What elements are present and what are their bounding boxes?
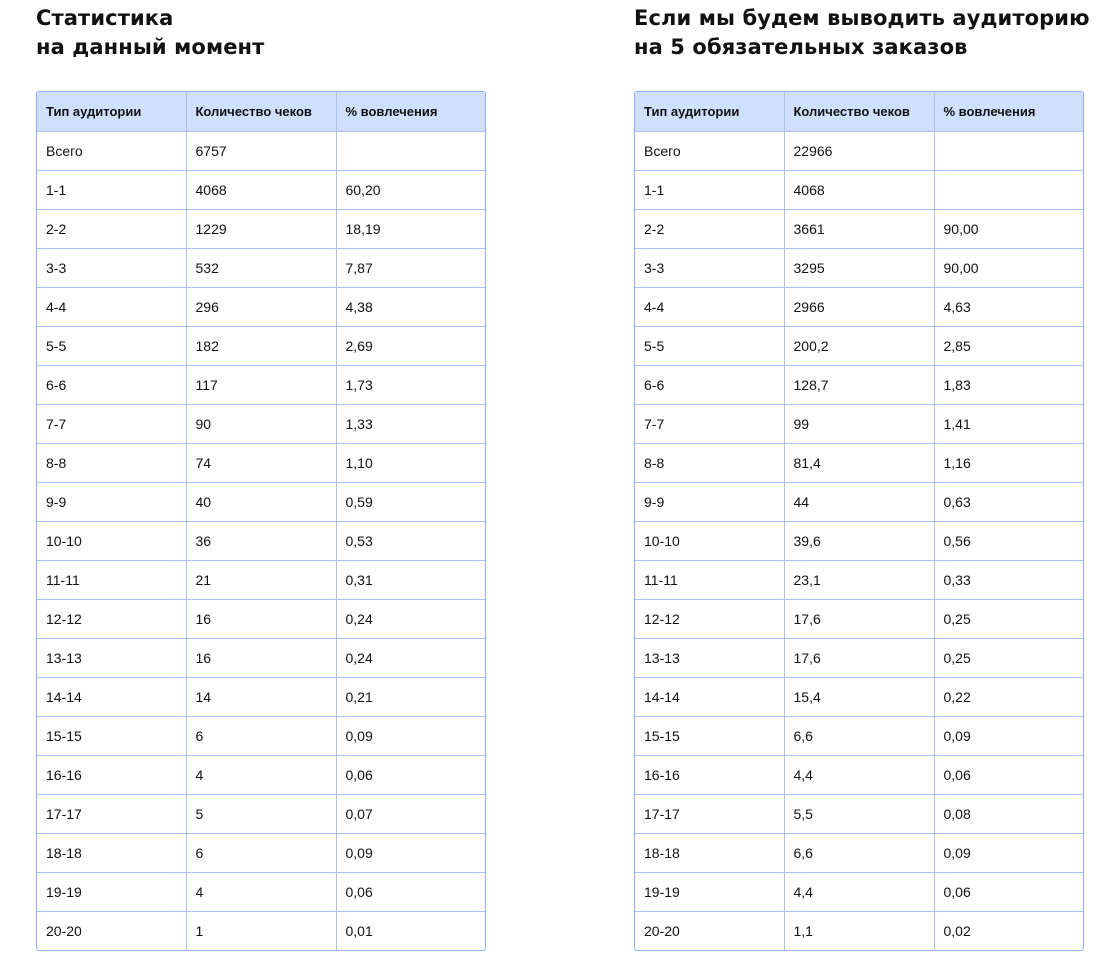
right-projection-table [635,92,1083,950]
table-row [635,131,1083,170]
right-table-container [634,91,1084,951]
table-row [37,365,485,404]
cell-audience-type: Всего [37,131,186,170]
cell-checks-count: 16 [186,599,336,638]
cell-checks-count: 16 [186,638,336,677]
cell-engagement-percent: 0,33 [934,560,1083,599]
table-row [37,482,485,521]
cell-checks-count: 3661 [784,209,934,248]
cell-checks-count: 21 [186,560,336,599]
cell-engagement-percent: 1,83 [934,365,1083,404]
cell-engagement-percent: 0,01 [336,911,485,950]
table-row [635,755,1083,794]
cell-checks-count: 36 [186,521,336,560]
cell-audience-type: 16-16 [37,755,186,794]
left-title-line-2: на данный момент [36,35,265,59]
cell-audience-type: 9-9 [37,482,186,521]
cell-audience-type: Всего [635,131,784,170]
cell-audience-type: 14-14 [37,677,186,716]
cell-engagement-percent: 0,08 [934,794,1083,833]
cell-audience-type: 3-3 [37,248,186,287]
left-title-line-1: Статистика [36,6,174,30]
cell-checks-count: 17,6 [784,599,934,638]
cell-audience-type: 17-17 [37,794,186,833]
left-table-container [36,91,486,951]
table-row [635,404,1083,443]
table-row [635,248,1083,287]
cell-engagement-percent: 0,06 [336,872,485,911]
table-row [37,794,485,833]
cell-engagement-percent [934,131,1083,170]
table-row [37,638,485,677]
table-row [635,482,1083,521]
table-row [635,599,1083,638]
table-row [37,404,485,443]
cell-audience-type: 12-12 [635,599,784,638]
cell-checks-count: 1 [186,911,336,950]
column-header-audience-type: Тип аудитории [635,92,784,131]
cell-audience-type: 1-1 [37,170,186,209]
cell-engagement-percent: 0,25 [934,599,1083,638]
cell-engagement-percent: 4,38 [336,287,485,326]
cell-engagement-percent: 0,06 [934,755,1083,794]
cell-checks-count: 15,4 [784,677,934,716]
cell-audience-type: 2-2 [635,209,784,248]
cell-engagement-percent: 90,00 [934,209,1083,248]
left-panel [36,0,438,939]
cell-checks-count: 14 [186,677,336,716]
table-row [635,560,1083,599]
cell-audience-type: 18-18 [37,833,186,872]
table-row [635,794,1083,833]
cell-checks-count: 117 [186,365,336,404]
cell-audience-type: 13-13 [37,638,186,677]
right-title-line-1: Если мы будем выводить аудиторию [634,6,1090,30]
cell-audience-type: 7-7 [37,404,186,443]
cell-audience-type: 12-12 [37,599,186,638]
table-row [37,209,485,248]
cell-engagement-percent: 0,53 [336,521,485,560]
cell-engagement-percent: 0,07 [336,794,485,833]
cell-engagement-percent: 0,24 [336,638,485,677]
cell-engagement-percent: 2,85 [934,326,1083,365]
cell-audience-type: 1-1 [635,170,784,209]
cell-audience-type: 19-19 [37,872,186,911]
cell-engagement-percent: 0,56 [934,521,1083,560]
cell-engagement-percent: 1,10 [336,443,485,482]
cell-checks-count: 6,6 [784,833,934,872]
table-row [37,287,485,326]
table-row [635,716,1083,755]
table-row [37,131,485,170]
cell-checks-count: 4 [186,755,336,794]
cell-engagement-percent: 0,59 [336,482,485,521]
cell-checks-count: 99 [784,404,934,443]
cell-audience-type: 6-6 [635,365,784,404]
cell-checks-count: 23,1 [784,560,934,599]
table-row [635,521,1083,560]
cell-engagement-percent: 0,09 [934,716,1083,755]
cell-checks-count: 22966 [784,131,934,170]
cell-audience-type: 3-3 [635,248,784,287]
table-row [635,638,1083,677]
cell-checks-count: 4 [186,872,336,911]
cell-checks-count: 4068 [784,170,934,209]
cell-checks-count: 6 [186,716,336,755]
table-row [37,872,485,911]
cell-audience-type: 19-19 [635,872,784,911]
table-row [37,443,485,482]
cell-checks-count: 200,2 [784,326,934,365]
cell-audience-type: 14-14 [635,677,784,716]
cell-engagement-percent: 0,09 [336,716,485,755]
table-row [635,170,1083,209]
cell-engagement-percent: 0,24 [336,599,485,638]
cell-engagement-percent: 2,69 [336,326,485,365]
cell-audience-type: 9-9 [635,482,784,521]
cell-audience-type: 11-11 [635,560,784,599]
cell-engagement-percent: 1,33 [336,404,485,443]
cell-engagement-percent: 4,63 [934,287,1083,326]
cell-checks-count: 6,6 [784,716,934,755]
cell-engagement-percent: 0,09 [934,833,1083,872]
table-row [635,833,1083,872]
table-row [635,677,1083,716]
table-row [37,326,485,365]
cell-checks-count: 4,4 [784,872,934,911]
cell-engagement-percent: 1,41 [934,404,1083,443]
cell-checks-count: 2966 [784,287,934,326]
cell-checks-count: 182 [186,326,336,365]
cell-checks-count: 40 [186,482,336,521]
left-title [36,4,264,62]
cell-audience-type: 8-8 [37,443,186,482]
cell-audience-type: 11-11 [37,560,186,599]
table-row [635,326,1083,365]
cell-audience-type: 20-20 [635,911,784,950]
cell-audience-type: 13-13 [635,638,784,677]
cell-checks-count: 1,1 [784,911,934,950]
cell-audience-type: 8-8 [635,443,784,482]
table-row [37,560,485,599]
cell-audience-type: 5-5 [635,326,784,365]
table-header-row [37,92,485,131]
cell-audience-type: 5-5 [37,326,186,365]
table-row [37,521,485,560]
cell-audience-type: 15-15 [635,716,784,755]
table-row [37,833,485,872]
table-row [37,755,485,794]
cell-checks-count: 6757 [186,131,336,170]
cell-engagement-percent: 0,02 [934,911,1083,950]
cell-audience-type: 10-10 [635,521,784,560]
right-title-line-2: на 5 обязательных заказов [634,35,968,59]
cell-engagement-percent [934,170,1083,209]
cell-engagement-percent [336,131,485,170]
cell-engagement-percent: 0,21 [336,677,485,716]
table-row [635,911,1083,950]
table-row [635,209,1083,248]
cell-audience-type: 2-2 [37,209,186,248]
table-row [635,287,1083,326]
cell-checks-count: 532 [186,248,336,287]
cell-checks-count: 1229 [186,209,336,248]
table-row [37,170,485,209]
cell-engagement-percent: 90,00 [934,248,1083,287]
cell-checks-count: 81,4 [784,443,934,482]
table-row [635,443,1083,482]
left-stats-table [37,92,485,950]
column-header-audience-type: Тип аудитории [37,92,186,131]
cell-engagement-percent: 0,25 [934,638,1083,677]
column-header-checks-count: Количество чеков [186,92,336,131]
cell-checks-count: 44 [784,482,934,521]
table-header-row [635,92,1083,131]
cell-audience-type: 20-20 [37,911,186,950]
cell-engagement-percent: 7,87 [336,248,485,287]
cell-engagement-percent: 1,16 [934,443,1083,482]
table-row [37,677,485,716]
cell-checks-count: 39,6 [784,521,934,560]
cell-engagement-percent: 0,06 [934,872,1083,911]
column-header-checks-count: Количество чеков [784,92,934,131]
cell-audience-type: 17-17 [635,794,784,833]
cell-checks-count: 5,5 [784,794,934,833]
cell-checks-count: 6 [186,833,336,872]
cell-checks-count: 3295 [784,248,934,287]
cell-engagement-percent: 18,19 [336,209,485,248]
cell-checks-count: 17,6 [784,638,934,677]
table-row [635,872,1083,911]
cell-checks-count: 128,7 [784,365,934,404]
cell-audience-type: 15-15 [37,716,186,755]
cell-engagement-percent: 0,31 [336,560,485,599]
cell-checks-count: 90 [186,404,336,443]
cell-audience-type: 16-16 [635,755,784,794]
cell-checks-count: 74 [186,443,336,482]
cell-checks-count: 5 [186,794,336,833]
table-row [37,911,485,950]
cell-audience-type: 4-4 [37,287,186,326]
cell-audience-type: 7-7 [635,404,784,443]
right-title [634,4,1090,62]
table-row [635,365,1083,404]
column-header-engagement-percent: % вовлечения [934,92,1083,131]
cell-audience-type: 6-6 [37,365,186,404]
cell-engagement-percent: 0,63 [934,482,1083,521]
table-row [37,248,485,287]
column-header-engagement-percent: % вовлечения [336,92,485,131]
cell-engagement-percent: 1,73 [336,365,485,404]
cell-audience-type: 18-18 [635,833,784,872]
cell-checks-count: 296 [186,287,336,326]
right-panel [634,0,1090,939]
cell-checks-count: 4068 [186,170,336,209]
cell-audience-type: 4-4 [635,287,784,326]
cell-audience-type: 10-10 [37,521,186,560]
cell-engagement-percent: 60,20 [336,170,485,209]
table-row [37,716,485,755]
cell-engagement-percent: 0,09 [336,833,485,872]
cell-engagement-percent: 0,06 [336,755,485,794]
cell-engagement-percent: 0,22 [934,677,1083,716]
table-row [37,599,485,638]
cell-checks-count: 4,4 [784,755,934,794]
